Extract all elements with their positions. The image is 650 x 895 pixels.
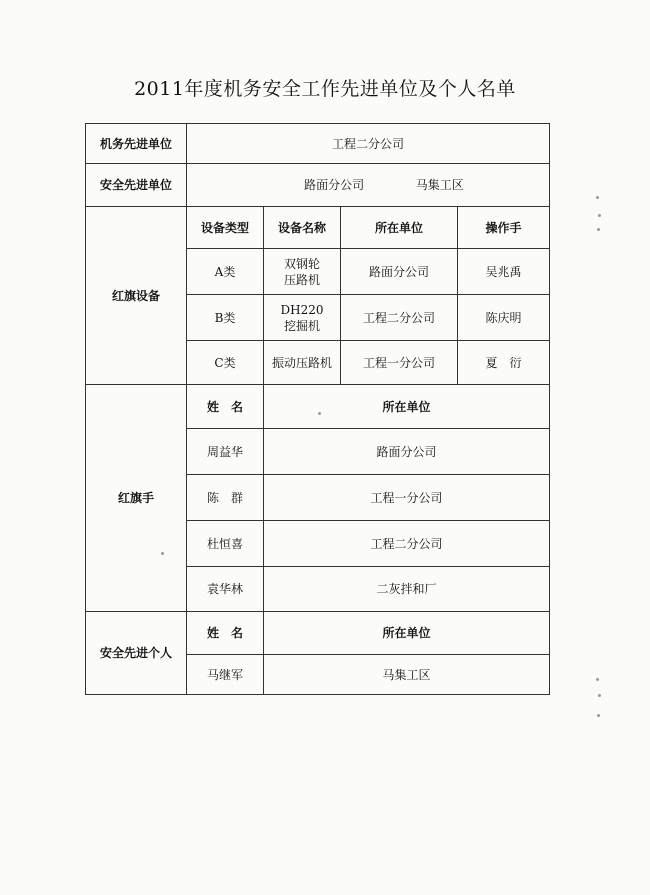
scan-speck (596, 678, 599, 681)
operator-unit: 二灰拌和厂 (264, 567, 550, 612)
individual-header-row (86, 612, 550, 655)
operator-name: 杜恒喜 (187, 521, 264, 567)
operator-header-unit: 所在单位 (264, 385, 550, 429)
equipment-type: B类 (187, 295, 264, 341)
safety-unit-row (86, 164, 550, 207)
equipment-header-row (86, 207, 550, 249)
individual-header-name-given: 名 (231, 626, 244, 640)
document-title: 2011年度机务安全工作先进单位及个人名单 (134, 78, 516, 100)
operator-header-row (86, 385, 550, 429)
safety-individual-label: 安全先进个人 (86, 612, 187, 695)
scan-speck (598, 214, 601, 217)
scan-speck (318, 412, 321, 415)
individual-header-name-surname: 姓 (206, 626, 219, 640)
safety-unit-value-2: 马集工区 (415, 178, 464, 192)
equipment-name-line: 挖掘机 (283, 318, 320, 333)
equipment-operator: 夏 衍 (458, 341, 550, 385)
scan-speck (596, 196, 599, 199)
individual-unit: 马集工区 (264, 655, 550, 695)
scan-speck (597, 714, 600, 717)
advanced-unit-value: 工程二分公司 (187, 124, 550, 164)
honor-list-table (85, 123, 550, 695)
safety-unit-value-1: 路面分公司 (304, 178, 365, 192)
operator-unit: 工程二分公司 (264, 521, 550, 567)
operator-unit: 路面分公司 (264, 429, 550, 475)
individual-header-name (187, 612, 264, 655)
operator-header-name-surname: 姓 (206, 399, 219, 414)
red-flag-operator-label: 红旗手 (86, 385, 187, 612)
equipment-unit: 路面分公司 (341, 249, 458, 295)
safety-unit-label: 安全先进单位 (86, 164, 187, 207)
red-flag-equipment-label: 红旗设备 (86, 207, 187, 385)
equipment-name-line: 压路机 (283, 272, 320, 287)
individual-header-unit: 所在单位 (264, 612, 550, 655)
operator-name: 陈 群 (187, 475, 264, 521)
equipment-name (264, 295, 341, 341)
equipment-name: 振动压路机 (264, 341, 341, 385)
equipment-unit: 工程一分公司 (341, 341, 458, 385)
equipment-header-unit: 所在单位 (341, 207, 458, 249)
individual-name: 马继军 (187, 655, 264, 695)
equipment-header-operator: 操作手 (458, 207, 550, 249)
operator-header-name (187, 385, 264, 429)
equipment-name (264, 249, 341, 295)
operator-name: 周益华 (187, 429, 264, 475)
equipment-operator: 吴兆禹 (458, 249, 550, 295)
equipment-operator: 陈庆明 (458, 295, 550, 341)
advanced-unit-label: 机务先进单位 (86, 124, 187, 164)
scan-speck (161, 552, 164, 555)
advanced-unit-row (86, 124, 550, 164)
equipment-header-type: 设备类型 (187, 207, 264, 249)
equipment-type: A类 (187, 249, 264, 295)
equipment-header-name: 设备名称 (264, 207, 341, 249)
operator-name: 袁华林 (187, 567, 264, 612)
safety-unit-values (187, 164, 550, 207)
equipment-name-line: DH220 (280, 302, 324, 317)
equipment-name-line: 双钢轮 (283, 256, 320, 271)
operator-unit: 工程一分公司 (264, 475, 550, 521)
scan-speck (597, 228, 600, 231)
equipment-unit: 工程二分公司 (341, 295, 458, 341)
equipment-type: C类 (187, 341, 264, 385)
scan-speck (598, 694, 601, 697)
operator-header-name-given: 名 (231, 399, 244, 414)
